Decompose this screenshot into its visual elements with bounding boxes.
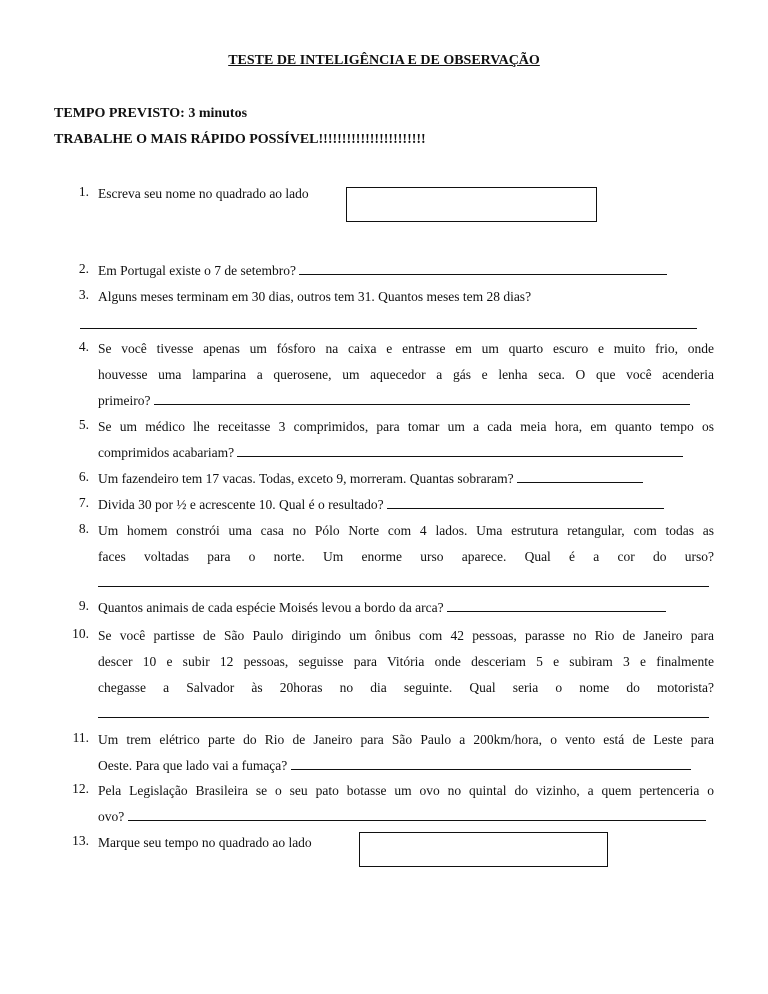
answer-blank[interactable] xyxy=(291,756,691,770)
question-text: houvesse uma lamparina a querosene, um aquecedor a gás e lenha seca. O que você acenderia xyxy=(98,367,714,382)
time-answer-box[interactable] xyxy=(359,832,608,867)
question-number: 1. xyxy=(78,184,89,199)
answer-blank[interactable] xyxy=(237,443,683,457)
question-text: Se você tivesse apenas um fósforo na caixa e entrasse em um quarto escuro e muito frio, onde xyxy=(98,341,714,356)
answer-blank[interactable] xyxy=(128,807,706,821)
answer-blank[interactable] xyxy=(387,495,664,509)
instruction: TRABALHE O MAIS RÁPIDO POSSÍVEL!!!!!!!!!!!!!!!!!!!!!!! xyxy=(54,132,426,147)
question-text: Escreva seu nome no quadrado ao lado xyxy=(98,186,309,201)
answer-blank[interactable] xyxy=(154,391,690,405)
question-text: Divida 30 por ½ e acrescente 10. Qual é o resultado? xyxy=(98,497,384,512)
question-text: Pela Legislação Brasileira se o seu pato botasse um ovo no quintal do vizinho, a quem pertenceria o xyxy=(98,783,714,798)
question-line xyxy=(98,598,714,618)
question-line xyxy=(98,443,714,463)
question-number: 11. xyxy=(72,730,89,745)
question-text: faces voltadas para o norte. Um enorme urso aparece. Qual é a cor do urso? xyxy=(98,549,714,564)
answer-blank[interactable] xyxy=(517,469,643,483)
question-text: ovo? xyxy=(98,809,125,824)
question-text: Marque seu tempo no quadrado ao lado xyxy=(98,835,312,850)
question-text: Oeste. Para que lado vai a fumaça? xyxy=(98,758,288,773)
answer-blank[interactable] xyxy=(98,717,709,718)
question-text: comprimidos acabariam? xyxy=(98,445,235,460)
question-line xyxy=(98,807,714,827)
answer-blank[interactable] xyxy=(447,598,666,612)
question-line xyxy=(98,495,714,515)
question-text: chegasse a Salvador às 20horas no dia seguinte. Qual seria o nome do motorista? xyxy=(98,680,714,695)
name-answer-box[interactable] xyxy=(346,187,597,222)
question-number: 8. xyxy=(78,521,89,536)
question-line xyxy=(98,469,714,489)
question-number: 12. xyxy=(72,781,89,796)
question-text: Alguns meses terminam em 30 dias, outros tem 31. Quantos meses tem 28 dias? xyxy=(98,289,532,304)
question-line xyxy=(98,261,714,281)
question-number: 2. xyxy=(78,261,89,276)
question-number: 7. xyxy=(78,495,89,510)
question-line xyxy=(98,391,714,411)
question-number: 10. xyxy=(72,626,89,641)
answer-blank[interactable] xyxy=(80,328,697,329)
question-text: Quantos animais de cada espécie Moisés levou a bordo da arca? xyxy=(98,600,444,615)
question-text: Em Portugal existe o 7 de setembro? xyxy=(98,263,296,278)
page-title: TESTE DE INTELIGÊNCIA E DE OBSERVAÇÃO xyxy=(228,53,540,68)
question-line xyxy=(98,756,714,776)
question-text: Se você partisse de São Paulo dirigindo um ônibus com 42 pessoas, parasse no Rio de Janeiro para xyxy=(98,628,714,643)
question-number: 5. xyxy=(78,417,89,432)
question-number: 6. xyxy=(78,469,89,484)
question-text: descer 10 e subir 12 pessoas, seguisse para Vitória onde desceriam 5 e subiram 3 e finalmente xyxy=(98,654,714,669)
question-text: Se um médico lhe receitasse 3 comprimidos, para tomar um a cada meia hora, em quanto tempo os xyxy=(98,419,714,434)
question-text: Um fazendeiro tem 17 vacas. Todas, exceto 9, morreram. Quantas sobraram? xyxy=(98,471,514,486)
answer-blank[interactable] xyxy=(98,586,709,587)
question-number: 4. xyxy=(78,339,89,354)
question-number: 9. xyxy=(78,598,89,613)
question-text: Um trem elétrico parte do Rio de Janeiro para São Paulo a 200km/hora, o vento está de Leste para xyxy=(98,732,714,747)
answer-blank[interactable] xyxy=(299,261,667,275)
question-number: 13. xyxy=(72,833,89,848)
question-text: Um homem constrói uma casa no Pólo Norte com 4 lados. Uma estrutura retangular, com todas as xyxy=(98,523,714,538)
question-text: primeiro? xyxy=(98,393,151,408)
question-number: 3. xyxy=(78,287,89,302)
time-limit: TEMPO PREVISTO: 3 minutos xyxy=(54,106,248,121)
